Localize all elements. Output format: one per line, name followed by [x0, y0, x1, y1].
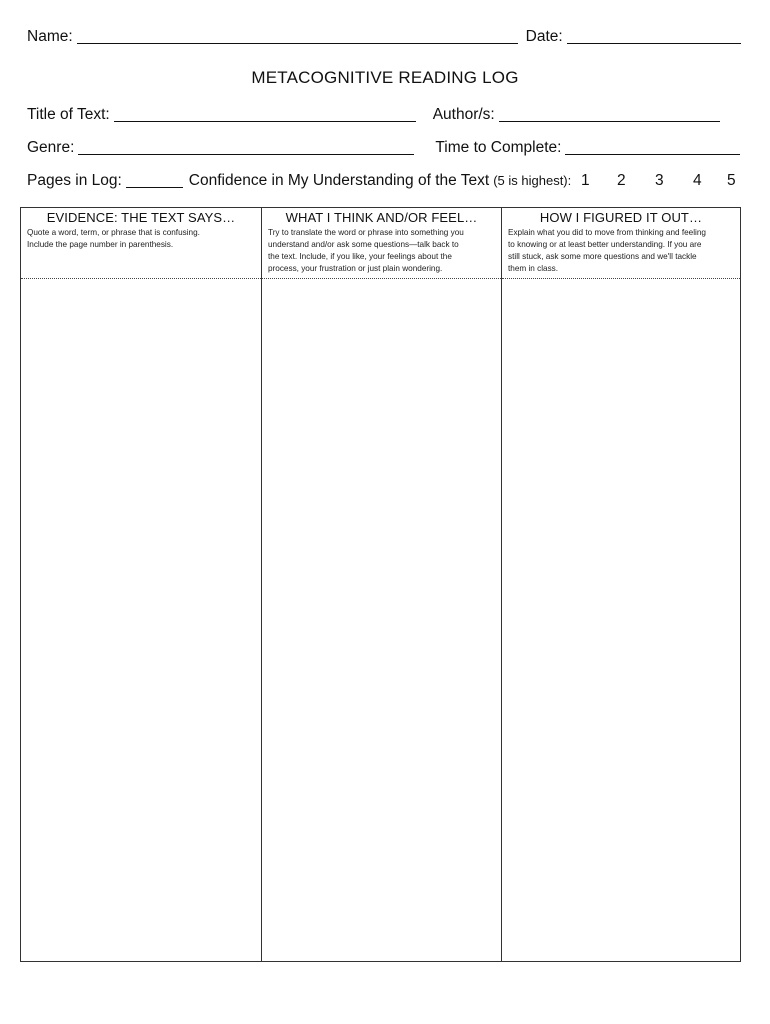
how-figured-column [501, 208, 740, 961]
instruction-line: Quote a word, term, or phrase that is confusing. [27, 228, 200, 237]
think-feel-column-instructions [268, 227, 495, 275]
instruction-line: Try to translate the word or phrase into something you [268, 228, 464, 237]
evidence-column [21, 208, 261, 961]
authors-field[interactable] [499, 107, 720, 122]
name-label: Name: [27, 28, 73, 45]
instruction-line: Explain what you did to move from thinking and feeling [508, 228, 706, 237]
evidence-column-title: EVIDENCE: THE TEXT SAYS… [46, 210, 236, 225]
date-label: Date: [525, 28, 563, 45]
pages-in-log-field[interactable] [126, 173, 183, 188]
think-feel-writing-area[interactable] [262, 279, 501, 961]
instruction-line: the text. Include, if you like, your feelings about the [268, 252, 452, 261]
time-to-complete-label: Time to Complete: [435, 139, 562, 156]
instruction-line: them in class. [508, 264, 559, 273]
confidence-scale-1[interactable]: 1 [580, 172, 590, 189]
instruction-line: understand and/or ask some questions—talk back to [268, 240, 459, 249]
how-figured-column-instructions [508, 227, 734, 275]
how-figured-column-title: HOW I FIGURED IT OUT… [539, 210, 703, 225]
think-feel-column [261, 208, 501, 961]
think-feel-column-title: WHAT I THINK AND/OR FEEL… [285, 210, 478, 225]
pages-in-log-label: Pages in Log: [27, 172, 122, 189]
confidence-scale-3[interactable]: 3 [654, 172, 664, 189]
time-to-complete-field[interactable] [565, 140, 740, 155]
instruction-line: Include the page number in parenthesis. [27, 240, 174, 249]
genre-time-row [27, 139, 743, 157]
authors-label: Author/s: [432, 106, 495, 123]
confidence-note: (5 is highest): [493, 173, 572, 188]
evidence-column-instructions [27, 227, 255, 251]
genre-label: Genre: [27, 139, 75, 156]
genre-field[interactable] [78, 140, 414, 155]
name-field[interactable] [77, 29, 518, 44]
how-figured-column-header [502, 208, 740, 279]
how-figured-writing-area[interactable] [502, 279, 740, 961]
confidence-label: Confidence in My Understanding of the Text [188, 172, 490, 189]
evidence-writing-area[interactable] [21, 279, 261, 961]
instruction-line: still stuck, ask some more questions and we'll tackle [508, 252, 697, 261]
title-author-row [27, 106, 743, 124]
page-title: METACOGNITIVE READING LOG [251, 68, 519, 87]
confidence-scale-2[interactable]: 2 [616, 172, 626, 189]
think-feel-column-header [262, 208, 501, 279]
evidence-column-header [21, 208, 261, 279]
pages-confidence-row [27, 172, 743, 190]
name-date-row [27, 28, 743, 46]
title-of-text-field[interactable] [114, 107, 416, 122]
confidence-scale-5[interactable]: 5 [726, 172, 736, 189]
instruction-line: to knowing or at least better understanding. If you are [508, 240, 702, 249]
confidence-scale-4[interactable]: 4 [692, 172, 702, 189]
date-field[interactable] [567, 29, 741, 44]
reading-log-table [20, 207, 741, 962]
instruction-line: process, your frustration or just plain wondering. [268, 264, 443, 273]
title-of-text-label: Title of Text: [27, 106, 110, 123]
